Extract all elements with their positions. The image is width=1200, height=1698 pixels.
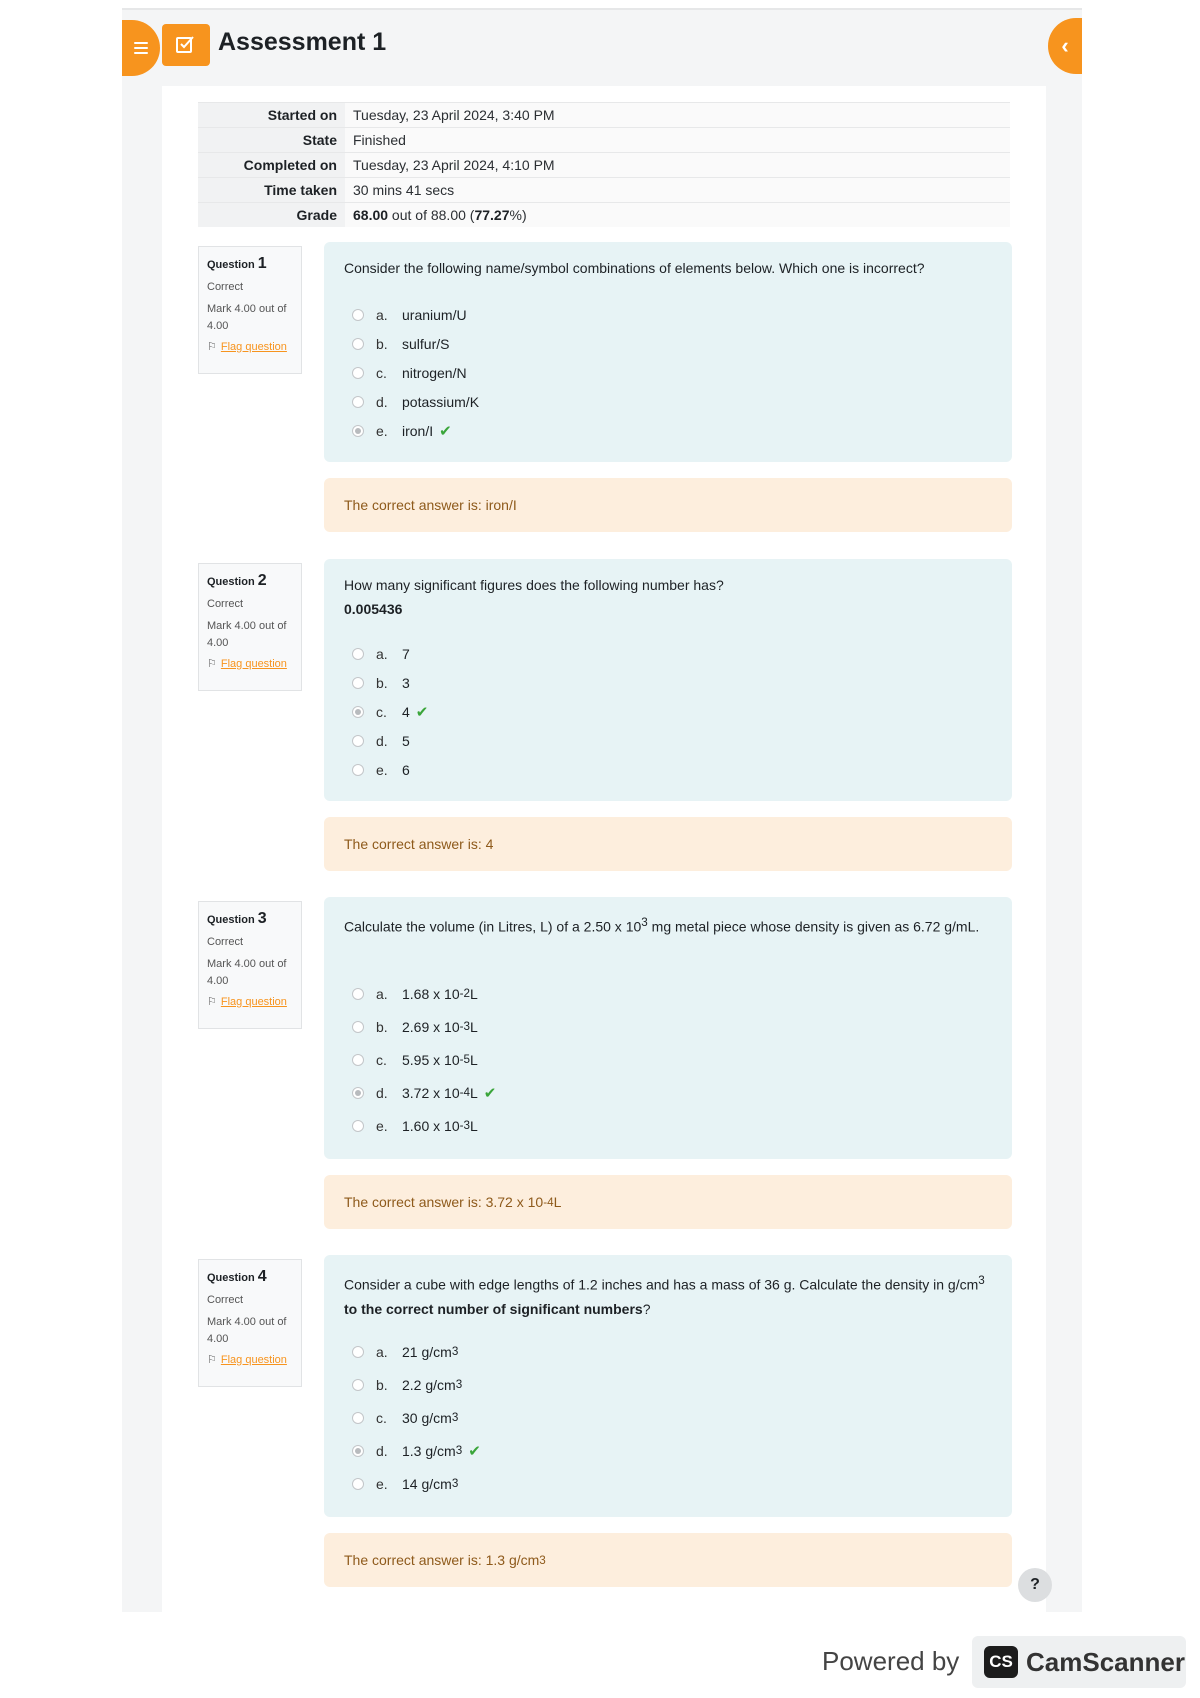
summary-row [198, 153, 1010, 178]
summary-label: State [198, 128, 345, 153]
summary-row [198, 178, 1010, 203]
radio-button[interactable] [352, 735, 364, 747]
flag-icon: ⚐ [207, 996, 217, 1008]
question-content-4 [324, 1255, 1012, 1517]
quiz-icon [162, 24, 210, 66]
flag-question-link[interactable]: Flag question [220, 1353, 287, 1366]
radio-button-selected[interactable] [352, 1445, 364, 1457]
menu-icon [134, 42, 148, 54]
flag-question [207, 995, 293, 1008]
answer-list [352, 977, 496, 1142]
summary-row [198, 103, 1010, 128]
summary-value: Tuesday, 23 April 2024, 3:40 PM [345, 103, 1010, 128]
powered-by-text: Powered by [822, 1646, 960, 1676]
radio-button[interactable] [352, 988, 364, 1000]
radio-button[interactable] [352, 1478, 364, 1490]
grade-value: 68.00 out of 88.00 (77.27%) [345, 203, 1010, 228]
flag-question [207, 657, 293, 670]
question-number: Question 2 [207, 572, 267, 589]
chevron-left-icon: ‹ [1061, 33, 1069, 58]
question-content-1 [324, 242, 1012, 462]
summary-label: Started on [198, 103, 345, 128]
flag-question [207, 340, 293, 353]
flag-icon: ⚐ [207, 658, 217, 670]
summary-value: Finished [345, 128, 1010, 153]
correct-answer-feedback-4: The correct answer is: 1.3 g/cm 3 [324, 1533, 1012, 1587]
question-state: Correct [207, 281, 244, 293]
question-text: Calculate the volume (in Litres, L) of a 2.50 x $10^3$ mg metal piece whose density is given as 6.72 g/mL. [344, 916, 980, 935]
question-number: Question 3 [207, 910, 267, 927]
answer-option-selected[interactable]: d. 3.72 x 10 -4 L ✔ [352, 1076, 496, 1109]
check-icon: ✔ [415, 703, 429, 721]
answer-option[interactable]: a. uranium/U [352, 300, 479, 329]
radio-button-selected[interactable] [352, 1087, 364, 1099]
answer-option[interactable]: c. 30 g/cm 3 [352, 1401, 481, 1434]
answer-option[interactable]: a. 7 [352, 639, 428, 668]
answer-option[interactable]: a. 1.68 x 10 -2 L [352, 977, 496, 1010]
radio-button[interactable] [352, 677, 364, 689]
answer-option[interactable]: c. nitrogen/N [352, 358, 479, 387]
summary-value: Tuesday, 23 April 2024, 4:10 PM [345, 153, 1010, 178]
radio-button-selected[interactable] [352, 425, 364, 437]
flag-question [207, 1353, 293, 1366]
question-mark: Mark 4.00 out of 4.00 [207, 1316, 287, 1345]
question-info-2 [198, 563, 302, 691]
camscanner-badge [972, 1636, 1186, 1688]
question-text: How many significant figures does the following number has? 0.005436 [344, 577, 724, 617]
summary-label: Time taken [198, 178, 345, 203]
answer-option[interactable]: b. 2.2 g/cm 3 [352, 1368, 481, 1401]
radio-button[interactable] [352, 1120, 364, 1132]
question-number: Question 4 [207, 1268, 267, 1285]
summary-value: 30 mins 41 secs [345, 178, 1010, 203]
check-icon: ✔ [439, 422, 452, 440]
question-state: Correct [207, 936, 244, 948]
answer-option-selected[interactable]: d. 1.3 g/cm 3 ✔ [352, 1434, 481, 1467]
answer-option-selected[interactable]: e. iron/I ✔ [352, 416, 479, 445]
correct-answer-feedback-1: The correct answer is: iron/I [324, 478, 1012, 532]
flag-question-link[interactable]: Flag question [220, 995, 287, 1008]
question-mark: Mark 4.00 out of 4.00 [207, 958, 287, 987]
question-number: Question 1 [207, 255, 267, 272]
question-state: Correct [207, 1294, 244, 1306]
flag-icon: ⚐ [207, 1354, 217, 1366]
radio-button[interactable] [352, 338, 364, 350]
summary-row [198, 203, 1010, 228]
radio-button-selected[interactable] [352, 706, 364, 718]
answer-option-selected[interactable]: c. 4 ✔ [352, 697, 428, 726]
question-text: Consider the following name/symbol combinations of elements below. Which one is incorrect? [344, 260, 925, 276]
answer-option[interactable]: b. 2.69 x 10 -3 L [352, 1010, 496, 1043]
question-info-1 [198, 246, 302, 374]
flag-icon: ⚐ [207, 341, 217, 353]
radio-button[interactable] [352, 764, 364, 776]
summary-label: Grade [198, 203, 345, 228]
answer-option[interactable]: e. 1.60 x 10 -3 L [352, 1109, 496, 1142]
radio-button[interactable] [352, 648, 364, 660]
question-text: Consider a cube with edge lengths of 1.2 inches and has a mass of 36 g. Calculate the density in $g/cm^3$ to the correct number of significant numbers? [344, 1274, 985, 1317]
check-icon: ✔ [468, 1442, 481, 1460]
question-info-3 [198, 901, 302, 1029]
answer-option[interactable]: d. 5 [352, 726, 428, 755]
question-info-4 [198, 1259, 302, 1387]
radio-button[interactable] [352, 1412, 364, 1424]
answer-list [352, 300, 479, 445]
question-mark: Mark 4.00 out of 4.00 [207, 620, 287, 649]
question-content-3 [324, 897, 1012, 1159]
answer-option[interactable]: b. 3 [352, 668, 428, 697]
page-title: Assessment 1 [218, 28, 387, 56]
flag-question-link[interactable]: Flag question [220, 340, 287, 353]
camscanner-logo-icon: CS [984, 1646, 1018, 1678]
correct-answer-feedback-2: The correct answer is: 4 [324, 817, 1012, 871]
check-icon: ✔ [483, 1084, 497, 1102]
answer-option[interactable]: c. 5.95 x 10 -5 L [352, 1043, 496, 1076]
answer-list [352, 639, 428, 784]
help-button[interactable]: ? [1018, 1568, 1052, 1602]
attempt-summary-table [198, 102, 1010, 227]
answer-option[interactable]: d. potassium/K [352, 387, 479, 416]
summary-row [198, 128, 1010, 153]
radio-button[interactable] [352, 1054, 364, 1066]
correct-answer-feedback-3: The correct answer is: 3.72 x 10 -4 L [324, 1175, 1012, 1229]
radio-button[interactable] [352, 1021, 364, 1033]
question-content-2 [324, 559, 1012, 801]
question-state: Correct [207, 598, 244, 610]
answer-list [352, 1335, 481, 1500]
answer-option[interactable]: e. 6 [352, 755, 428, 784]
radio-button[interactable] [352, 1346, 364, 1358]
camscanner-name: CamScanner [1026, 1646, 1185, 1677]
answer-option[interactable]: a. 21 g/cm 3 [352, 1335, 481, 1368]
radio-button[interactable] [352, 367, 364, 379]
answer-option[interactable]: e. 14 g/cm 3 [352, 1467, 481, 1500]
radio-button[interactable] [352, 396, 364, 408]
flag-question-link[interactable]: Flag question [220, 657, 287, 670]
radio-button[interactable] [352, 1379, 364, 1391]
question-mark: Mark 4.00 out of 4.00 [207, 303, 287, 332]
answer-option[interactable]: b. sulfur/S [352, 329, 479, 358]
radio-button[interactable] [352, 309, 364, 321]
summary-label: Completed on [198, 153, 345, 178]
